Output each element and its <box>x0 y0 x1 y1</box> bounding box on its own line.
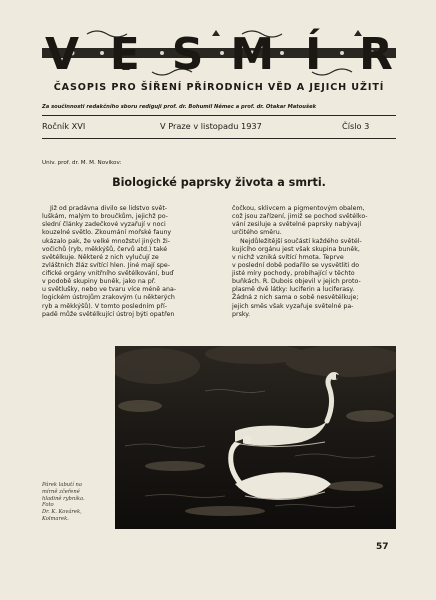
text-line: ryb a měkkýšů). V tomto posledním pří- <box>42 302 168 310</box>
photo-caption <box>42 482 108 523</box>
divider <box>42 138 396 139</box>
text-line: prsky. <box>232 310 251 318</box>
text-line: cifické orgány vnitřního světélkování, buď <box>42 270 174 277</box>
caption-line: Párek labutí na <box>42 482 82 488</box>
caption-line: Dr. K. Kovárek, <box>42 509 82 516</box>
caption-line: Foto <box>42 502 54 509</box>
text-line: slední články zadečkové vyzařují v noci <box>42 221 166 229</box>
caption-line: hladině rybníka. <box>42 495 85 502</box>
masthead-letter: E <box>109 29 140 80</box>
text-line: což jsou zařízení, jimiž se pochod světélko- <box>232 213 368 221</box>
text-line: Nejdůležitější součástí každého světél- <box>240 237 362 245</box>
divider <box>42 115 396 116</box>
issue-info <box>42 121 396 135</box>
issue-number: Číslo 3 <box>342 121 370 131</box>
text-line: vání zesiluje a světelné paprsky nabývají <box>232 221 362 229</box>
text-line: světélkuje. Některé z nich vylučují ze <box>42 253 159 261</box>
issue-place-date: V Praze v listopadu 1937 <box>160 121 262 131</box>
article-right-column <box>232 205 396 319</box>
caption-line: mírně zčeřené <box>42 488 80 495</box>
text-line: jisté míry pochody, probíhající v těchto <box>232 270 355 277</box>
text-line: určitého směru. <box>232 229 282 237</box>
article-left-column <box>42 205 206 319</box>
text-line: v podobě skupiny buněk, jako na př. <box>42 278 156 286</box>
text-line: v nichž vzniká svítící hmota. Teprve <box>232 253 344 261</box>
swans-photo <box>115 346 396 529</box>
text-line: luškám, malým to broučkům, jejichž po- <box>42 213 168 221</box>
masthead-letter: V <box>44 29 80 80</box>
masthead-letter: R <box>359 29 393 80</box>
article-author: Univ. prof. dr. M. M. Novikov: <box>42 160 122 166</box>
text-line: kujícího orgánu jest však skupina buněk, <box>232 245 360 253</box>
text-line: Již od pradávna divilo se lidstvo svět- <box>50 205 168 212</box>
text-line: vočichů (ryb, měkkýšů, červů atd.) také <box>42 245 168 253</box>
article-title: Biologické paprsky života a smrti. <box>112 176 326 189</box>
text-line: Žádná z nich sama o sobě nesvětélkuje; <box>232 294 359 302</box>
volume-label: Ročník XVI <box>42 121 86 131</box>
editors-line: Za součinnosti redakčního sboru rediguji prof. dr. Bohumil Němec a prof. dr. Otakar Matoušek <box>42 104 317 110</box>
masthead-letter: M <box>230 29 275 80</box>
text-line: zvláštních žláz svítící hlen. Jiné mají spe- <box>42 261 170 269</box>
text-line: čočkou, sklivcem a pigmentovým obalem, <box>232 205 365 212</box>
swans-photo-image <box>115 346 396 529</box>
text-line: logickém ústrojům zrakovým (u některých <box>42 294 175 302</box>
text-line: v poslední době podařilo se vysvětliti do <box>232 261 360 269</box>
text-line: plasmě dvě látky: luciferin a luciferasy. <box>232 286 355 294</box>
masthead <box>42 26 396 80</box>
text-line: kouzelné světlo. Zkoumání mořské fauny <box>42 229 172 237</box>
masthead-letter: Í <box>305 29 322 80</box>
masthead-title <box>42 30 396 80</box>
page-number: 57 <box>376 542 389 552</box>
text-line: padě může světélkující ústroj býti opatřen <box>42 310 175 318</box>
text-line: jejich směs však vyzařuje světelné pa- <box>232 302 354 310</box>
caption-line: Kolmarek. <box>42 515 69 522</box>
masthead-letter: S <box>171 29 204 80</box>
text-line: ukázalo pak, že velké množství jiných ži- <box>42 237 170 245</box>
text-line: buňkách. R. Dubois objevil v jejich proto- <box>232 278 361 286</box>
text-line: u světlušky, nebo ve tvaru více méně ana- <box>42 286 177 294</box>
masthead-subtitle: ČASOPIS PRO ŠÍŘENÍ PŘÍRODNÍCH VĚD A JEJICH UŽITÍ <box>53 82 385 93</box>
